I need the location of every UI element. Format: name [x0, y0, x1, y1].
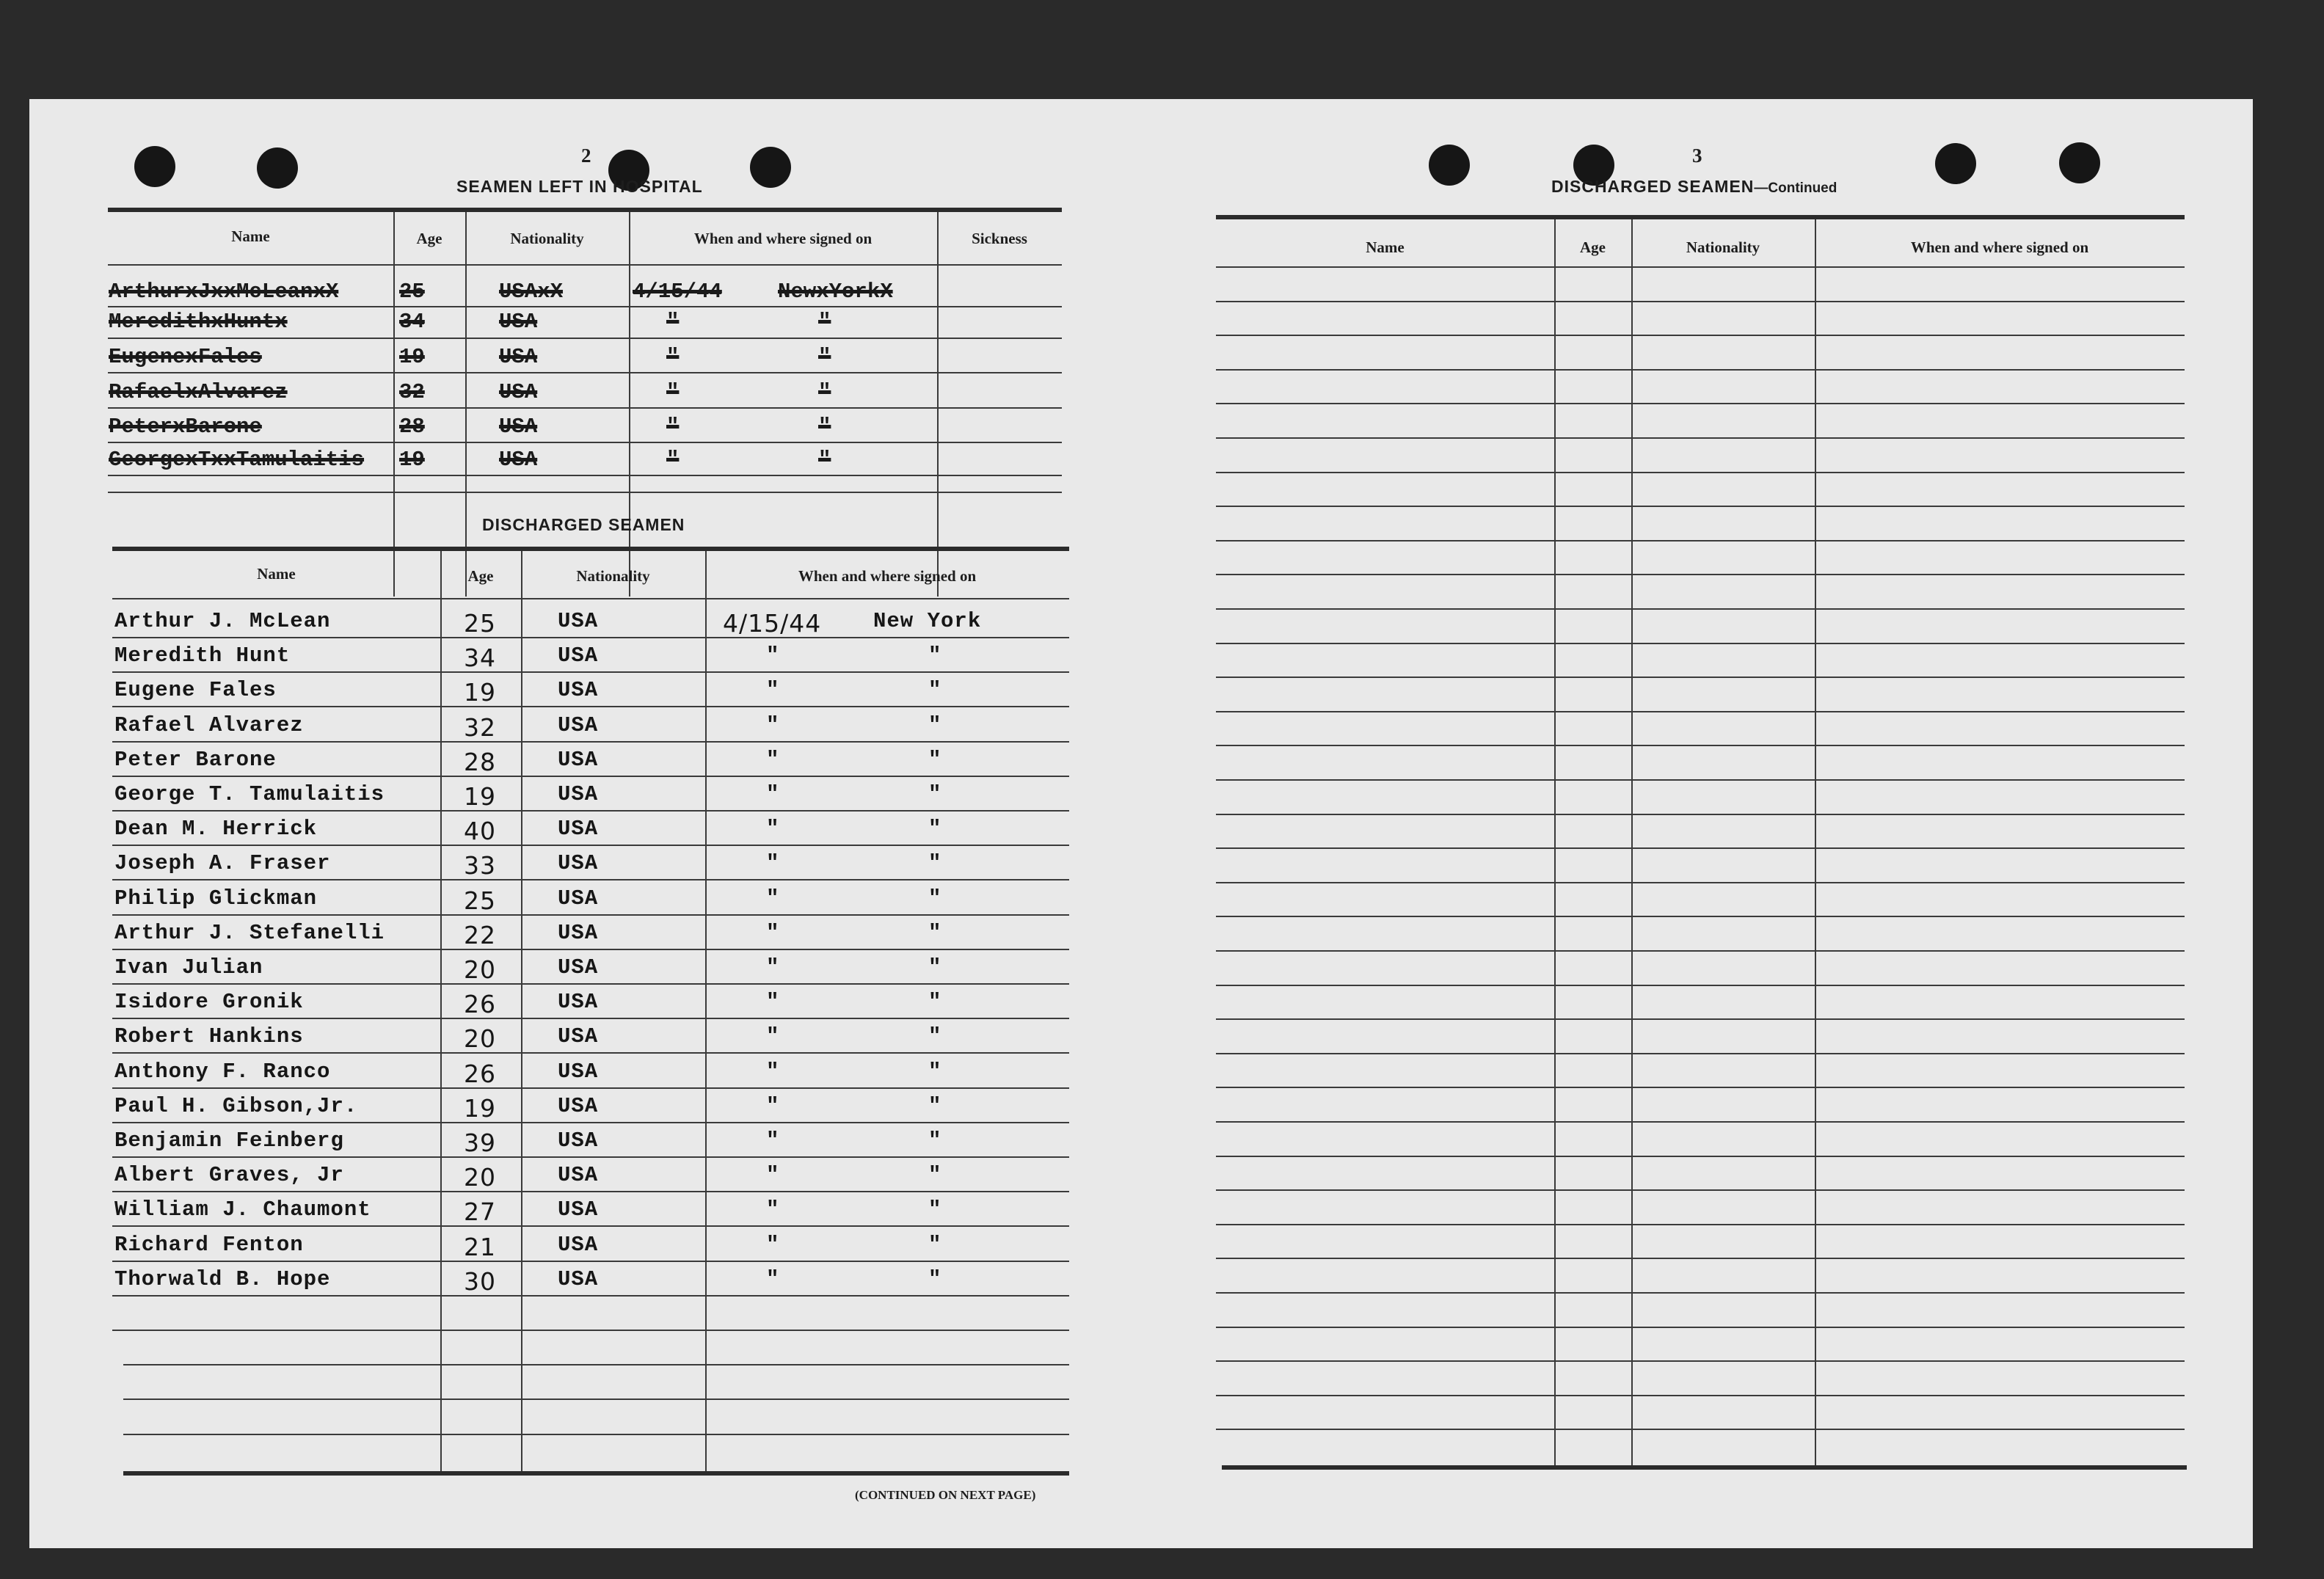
page-number: 3	[1692, 145, 1702, 167]
place-cell: "	[928, 1197, 942, 1222]
date-cell: "	[766, 955, 780, 980]
age-cell: 25	[399, 280, 425, 304]
column-header: When and where signed on	[693, 230, 873, 247]
place-cell: "	[928, 643, 942, 668]
date-cell: "	[766, 1163, 780, 1188]
place-cell: "	[818, 415, 831, 439]
age-cell: 32	[464, 712, 496, 742]
punch-hole	[257, 147, 298, 189]
column-header: Age	[467, 567, 494, 585]
age-cell: 22	[464, 920, 496, 949]
age-cell: 33	[464, 851, 496, 880]
nationality-cell: USA	[558, 886, 599, 911]
name-cell: Eugene Fales	[114, 678, 277, 703]
nationality-cell: USA	[558, 1197, 599, 1222]
nationality-cell: USA	[558, 1232, 599, 1257]
column-header: When and where signed on	[798, 567, 977, 585]
date-cell: "	[766, 747, 780, 772]
name-cell: Arthur J. Stefanelli	[114, 920, 385, 945]
date-cell: 4/15/44	[633, 280, 722, 304]
age-cell: 28	[399, 415, 425, 439]
name-cell: Anthony F. Ranco	[114, 1059, 331, 1084]
name-cell: Isidore Gronik	[114, 990, 304, 1015]
column-header: Name	[257, 565, 296, 583]
age-cell: 19	[399, 448, 425, 472]
age-cell: 20	[464, 1163, 496, 1192]
name-cell: Albert Graves, Jr	[114, 1163, 344, 1188]
column-header: Nationality	[576, 567, 650, 585]
place-cell: "	[928, 851, 942, 876]
place-cell: "	[928, 782, 942, 806]
name-cell: William J. Chaumont	[114, 1197, 371, 1222]
column-header: When and where signed on	[1910, 238, 2089, 256]
date-cell: "	[766, 1266, 780, 1291]
column-header: Sickness	[972, 230, 1027, 247]
place-cell: "	[928, 1093, 942, 1118]
nationality-cell: USA	[558, 851, 599, 876]
column-header: Nationality	[510, 230, 584, 247]
continued-section-title	[1551, 177, 1837, 197]
date-cell: "	[766, 782, 780, 806]
nationality-cell: USA	[558, 920, 599, 945]
date-cell: "	[766, 712, 780, 737]
place-cell: "	[928, 1128, 942, 1153]
date-cell: "	[666, 310, 680, 334]
nationality-cell: USA	[558, 712, 599, 737]
hospital-section-title: SEAMEN LEFT IN HOSPITAL	[456, 177, 703, 196]
discharged-section-title: DISCHARGED SEAMEN	[482, 515, 685, 534]
date-cell: "	[666, 345, 680, 369]
age-cell: 28	[464, 747, 496, 776]
place-cell: "	[928, 678, 942, 703]
nationality-cell: USA	[558, 678, 599, 703]
nationality-cell: USA	[558, 817, 599, 842]
age-cell: 27	[464, 1197, 496, 1227]
age-cell: 26	[464, 1059, 496, 1088]
name-cell: PeterxBarone	[109, 415, 262, 439]
date-cell: "	[666, 448, 680, 472]
column-header: Name	[1366, 238, 1405, 256]
name-cell: Benjamin Feinberg	[114, 1128, 344, 1153]
punch-hole	[750, 147, 791, 188]
name-cell: Ivan Julian	[114, 955, 263, 980]
date-cell: "	[766, 920, 780, 945]
name-cell: Rafael Alvarez	[114, 712, 304, 737]
date-cell: "	[766, 678, 780, 703]
date-cell: "	[766, 1093, 780, 1118]
place-cell: "	[818, 345, 831, 369]
nationality-cell: USA	[558, 747, 599, 772]
age-cell: 34	[464, 643, 496, 673]
age-cell: 40	[464, 817, 496, 846]
name-cell: EugenexFales	[109, 345, 262, 369]
document-sheet	[29, 99, 2253, 1548]
place-cell: "	[928, 1163, 942, 1188]
place-cell: "	[818, 380, 831, 404]
place-cell: "	[928, 990, 942, 1015]
age-cell: 39	[464, 1128, 496, 1157]
date-cell: "	[766, 1059, 780, 1084]
nationality-cell: USA	[558, 643, 599, 668]
name-cell: Dean M. Herrick	[114, 817, 318, 842]
age-cell: 32	[399, 380, 425, 404]
place-cell: "	[818, 448, 831, 472]
nationality-cell: USA	[558, 1266, 599, 1291]
page-number: 2	[581, 145, 591, 167]
nationality-cell: USA	[558, 990, 599, 1015]
nationality-cell: USA	[558, 782, 599, 806]
age-cell: 19	[399, 345, 425, 369]
date-cell: "	[766, 886, 780, 911]
place-cell: "	[928, 1024, 942, 1049]
name-cell: Philip Glickman	[114, 886, 318, 911]
age-cell: 19	[464, 1093, 496, 1123]
nationality-cell: USA	[499, 415, 538, 439]
nationality-cell: USA	[499, 448, 538, 472]
name-cell: Joseph A. Fraser	[114, 851, 331, 876]
age-cell: 34	[399, 310, 425, 334]
place-cell: "	[928, 1059, 942, 1084]
nationality-cell: USA	[499, 310, 538, 334]
age-cell: 19	[464, 678, 496, 707]
name-cell: GeorgexTxxTamulaitis	[109, 448, 365, 472]
date-cell: "	[766, 1232, 780, 1257]
place-cell: NewxYorkX	[778, 280, 893, 304]
name-cell: Thorwald B. Hope	[114, 1266, 331, 1291]
name-cell: George T. Tamulaitis	[114, 782, 385, 806]
nationality-cell: USA	[499, 380, 538, 404]
age-cell: 20	[464, 1024, 496, 1054]
place-cell: New York	[873, 609, 982, 633]
name-cell: Richard Fenton	[114, 1232, 304, 1257]
punch-hole	[134, 146, 175, 187]
place-cell: "	[928, 920, 942, 945]
age-cell: 25	[464, 886, 496, 915]
name-cell: Robert Hankins	[114, 1024, 304, 1049]
place-cell: "	[928, 712, 942, 737]
nationality-cell: USA	[558, 1024, 599, 1049]
nationality-cell: USA	[558, 1059, 599, 1084]
date-cell: "	[766, 643, 780, 668]
date-cell: "	[766, 1024, 780, 1049]
nationality-cell: USA	[558, 609, 599, 633]
name-cell: RafaelxAlvarez	[109, 380, 288, 404]
place-cell: "	[928, 817, 942, 842]
date-cell: "	[766, 1128, 780, 1153]
nationality-cell: USA	[558, 1163, 599, 1188]
place-cell: "	[928, 1232, 942, 1257]
column-header: Age	[1580, 238, 1606, 256]
nationality-cell: USA	[499, 345, 538, 369]
date-cell: "	[766, 990, 780, 1015]
age-cell: 19	[464, 782, 496, 811]
date-cell: "	[766, 851, 780, 876]
column-header: Nationality	[1686, 238, 1760, 256]
place-cell: "	[928, 747, 942, 772]
punch-hole	[1935, 143, 1976, 184]
punch-hole	[2059, 142, 2100, 183]
continued-note: (CONTINUED ON NEXT PAGE)	[855, 1488, 1036, 1502]
age-cell: 26	[464, 990, 496, 1019]
place-cell: "	[818, 310, 831, 334]
age-cell: 20	[464, 955, 496, 984]
nationality-cell: USA	[558, 955, 599, 980]
name-cell: Meredith Hunt	[114, 643, 291, 668]
nationality-cell: USAxX	[499, 280, 564, 304]
name-cell: Paul H. Gibson,Jr.	[114, 1093, 358, 1118]
name-cell: Arthur J. McLean	[114, 609, 331, 633]
date-cell: "	[766, 817, 780, 842]
date-cell: "	[666, 380, 680, 404]
age-cell: 21	[464, 1232, 496, 1261]
punch-hole	[1429, 145, 1470, 186]
title-main: DISCHARGED SEAMEN	[1551, 177, 1755, 196]
place-cell: "	[928, 955, 942, 980]
date-cell: "	[666, 415, 680, 439]
age-cell: 30	[464, 1266, 496, 1296]
nationality-cell: USA	[558, 1093, 599, 1118]
name-cell: ArthurxJxxMcLeanxX	[109, 280, 339, 304]
place-cell: "	[928, 1266, 942, 1291]
name-cell: MeredithxHuntx	[109, 310, 288, 334]
name-cell: Peter Barone	[114, 747, 277, 772]
column-header: Name	[231, 227, 270, 245]
date-cell: 4/15/44	[723, 609, 822, 638]
column-header: Age	[416, 230, 442, 247]
title-suffix: —Continued	[1754, 180, 1837, 196]
place-cell: "	[928, 886, 942, 911]
date-cell: "	[766, 1197, 780, 1222]
nationality-cell: USA	[558, 1128, 599, 1153]
age-cell: 25	[464, 609, 496, 638]
